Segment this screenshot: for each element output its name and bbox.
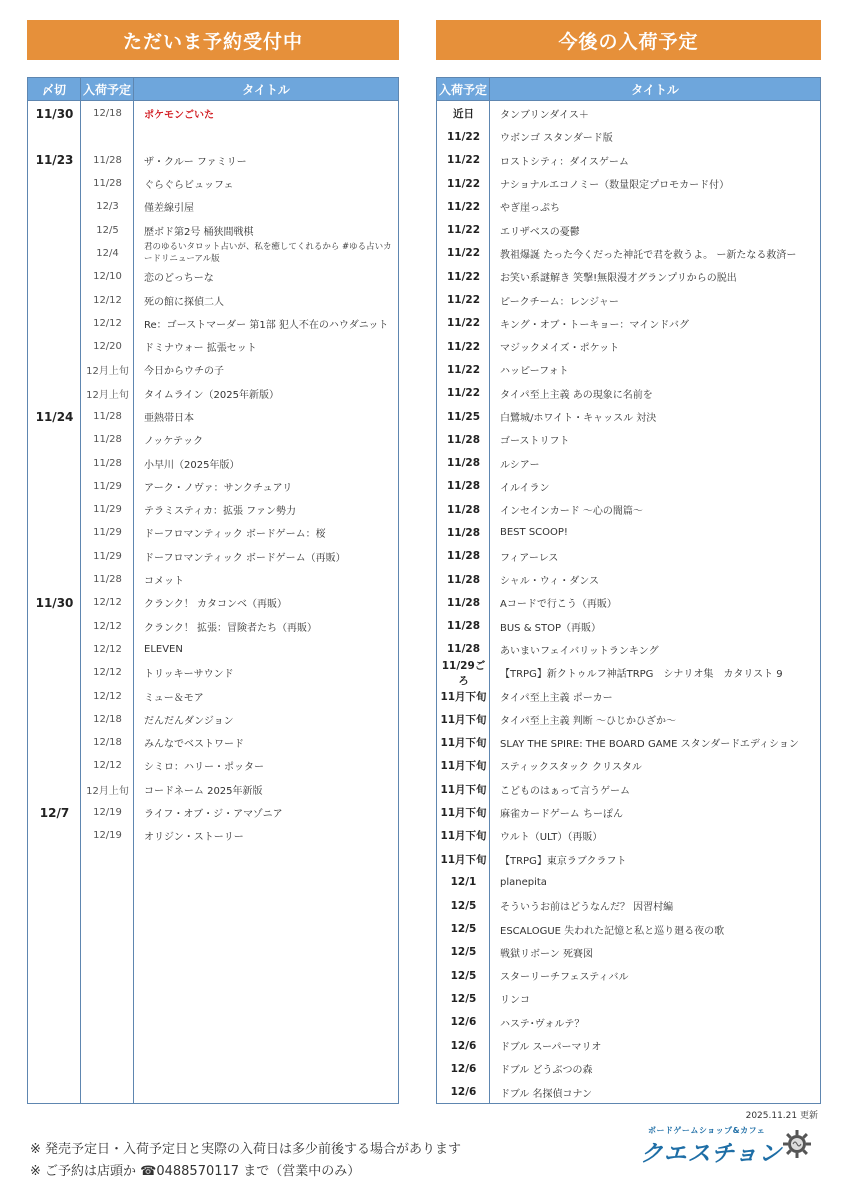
arrival-date: 11/28 (446, 526, 481, 539)
table-row (437, 288, 820, 311)
shop-logo (640, 1125, 830, 1165)
table-row (28, 288, 398, 311)
table-row (28, 125, 398, 148)
table-row (437, 545, 820, 568)
table-row (437, 149, 820, 172)
table-row (437, 218, 820, 241)
table-row (437, 1080, 820, 1103)
arrival-date: 12/6 (450, 1086, 477, 1099)
table-row (28, 615, 398, 638)
table-row (437, 1034, 820, 1057)
game-title: 歴ボド第2号 桶狭間戦棋 (144, 226, 254, 238)
arrival-date: 11/22 (446, 177, 481, 190)
game-title: ザ・クルー ファミリー (144, 156, 247, 168)
game-title: そういうお前はどうなんだ？ 因習村編 (500, 902, 674, 914)
table-row (28, 708, 398, 731)
arrival-date: 12/6 (450, 1016, 477, 1029)
table-row (28, 731, 398, 754)
arrival-date: 11/28 (93, 457, 122, 469)
arrival-date: 11/22 (446, 130, 481, 143)
deadline-date: 11/30 (35, 595, 74, 610)
table-row (28, 754, 398, 777)
arrival-date: 11月下旬 (440, 783, 487, 796)
arrival-date: 12/5 (450, 969, 477, 982)
game-title: コードネーム 2025年新版 (144, 785, 263, 797)
table-row (437, 731, 820, 754)
table-row (437, 1057, 820, 1080)
game-title: ノッケテック (144, 436, 204, 448)
arrival-date: 12/19 (93, 830, 122, 842)
arrival-date: 11/28 (446, 550, 481, 563)
arrival-date: 11/29 (93, 480, 122, 492)
table-row (28, 684, 398, 707)
game-title: トリッキーサウンド (144, 669, 234, 681)
table-row (437, 358, 820, 381)
table-row (437, 242, 820, 265)
arrival-rows (437, 102, 820, 1104)
arrival-date: 11/28 (93, 434, 122, 446)
deadline-date: 11/24 (35, 409, 74, 424)
game-title: ライフ・オブ・ジ・アマゾニア (144, 809, 283, 821)
arrival-date: 12月上旬 (86, 389, 129, 401)
table-header (28, 78, 398, 101)
arrival-date: 11/28 (446, 620, 481, 633)
header-arrival: 入荷予定 (81, 78, 134, 100)
table-row (437, 102, 820, 125)
game-title: クランク！ 拡張：冒険者たち（再販） (144, 622, 317, 634)
table-row (437, 428, 820, 451)
table-row (437, 778, 820, 801)
game-title: イルイラン (500, 482, 550, 494)
game-title: アーク・ノヴァ：サンクチュアリ (144, 482, 293, 494)
game-title: タイパ至上主義 判断 ～ひじかひざか～ (500, 715, 676, 727)
arrivals-table (436, 77, 821, 1104)
table-row (437, 754, 820, 777)
arrival-date: 11/22 (446, 247, 481, 260)
game-title: SLAY THE SPIRE: THE BOARD GAME スタンダードエディション (500, 739, 799, 751)
arrival-date: 12月上旬 (86, 785, 129, 797)
game-title: ゴーストリフト (500, 436, 570, 448)
arrival-date: 11/22 (446, 294, 481, 307)
arrival-date: 11月下旬 (440, 737, 487, 750)
game-title: ウボンゴ スタンダード版 (500, 133, 613, 145)
table-row (437, 941, 820, 964)
arrival-date: 11/22 (446, 200, 481, 213)
arrival-date: 12/12 (93, 317, 122, 329)
game-title: ESCALOGUE 失われた記憶と私と巡り廻る夜の歌 (500, 925, 725, 937)
game-title: 麻雀カードゲーム ちーぽん (500, 809, 623, 821)
game-title: ELEVEN (144, 643, 183, 655)
table-row (28, 778, 398, 801)
table-row (437, 638, 820, 661)
game-title: だんだんダンジョン (144, 715, 234, 727)
game-title: 亜熱帯日本 (144, 413, 194, 424)
header-title: タイトル (242, 82, 290, 97)
game-title: 僅差線引屋 (144, 203, 194, 215)
updated-date: 2025.11.21 更新 (745, 1111, 818, 1121)
table-row (437, 521, 820, 544)
game-title: タイパ至上主義 ポーカー (500, 692, 613, 704)
table-row (437, 591, 820, 614)
reservation-banner: ただいま予約受付中 (27, 20, 399, 60)
game-title: スターリーチフェスティバル (500, 972, 629, 984)
arrival-date: 11/28 (446, 596, 481, 609)
arrival-date: 11月下旬 (440, 830, 487, 843)
table-row (28, 102, 398, 125)
game-title: ドーフロマンティック ボードゲーム：桜 (144, 529, 326, 541)
arrival-date: 11/28 (446, 643, 481, 656)
arrival-date: 12/18 (93, 713, 122, 725)
arrival-date: 12/3 (96, 201, 119, 213)
table-row (437, 172, 820, 195)
arrival-date: 12/18 (93, 108, 122, 120)
table-row (28, 172, 398, 195)
arrival-date: 12/6 (450, 1039, 477, 1052)
arrival-date: 11/28 (446, 503, 481, 516)
game-title: あいまいフェイバリットランキング (500, 645, 659, 657)
arrival-date: 11/25 (446, 410, 481, 423)
arrival-date: 11/22 (446, 340, 481, 353)
table-row (28, 801, 398, 824)
game-title: みんなでベストワード (144, 739, 244, 751)
date-disclaimer-note: ※ 発売予定日・入荷予定日と実際の入荷日は多少前後する場合があります (30, 1142, 462, 1157)
game-title: ウルト（ULT）（再販） (500, 832, 603, 844)
game-title: スティックスタック クリスタル (500, 762, 642, 774)
header-deadline: 〆切 (28, 78, 81, 100)
table-row (28, 498, 398, 521)
reservation-table (27, 77, 399, 1104)
arrival-date: 近日 (453, 108, 474, 121)
table-header (437, 78, 820, 101)
arrival-date: 12/12 (93, 760, 122, 772)
arrival-date: 12/1 (450, 876, 477, 889)
game-title: マジックメイズ・ポケット (500, 343, 620, 355)
table-row (437, 312, 820, 335)
game-title: ハッピーフォト (500, 366, 569, 378)
table-row (437, 475, 820, 498)
table-row (437, 382, 820, 405)
game-title: 小早川（2025年版） (144, 459, 240, 471)
arrival-date: 12/5 (96, 224, 119, 236)
game-title: ポケモンごいた (144, 110, 214, 122)
table-row (437, 125, 820, 148)
arrival-date: 11/28 (93, 178, 122, 190)
game-title: ナショナルエコノミー（数量限定プロモカード付） (500, 180, 730, 192)
arrival-date: 12/12 (93, 667, 122, 679)
logo-subtitle: ボードゲームショップ&カフェ (648, 1126, 766, 1135)
arrival-date: 11/29 (93, 527, 122, 539)
game-title: ロストシティ：ダイスゲーム (500, 156, 629, 168)
game-title: タイムライン（2025年新版） (144, 389, 279, 401)
table-row (28, 242, 398, 265)
table-row (28, 428, 398, 451)
table-row (437, 964, 820, 987)
logo-name: クエスチョン (640, 1141, 783, 1167)
game-title: ドーフロマンティック ボードゲーム（再販） (144, 552, 346, 564)
arrival-date: 11/22 (446, 363, 481, 376)
game-title: こどものはぁって言うゲーム (500, 785, 630, 797)
game-title: エリザベスの憂鬱 (500, 226, 580, 238)
arrival-date: 11/29 (93, 550, 122, 562)
table-row (437, 195, 820, 218)
upcoming-arrivals-banner: 今後の入荷予定 (436, 20, 821, 60)
game-title: ハステ･ヴォルテ？ (500, 1018, 585, 1030)
game-title: planepita (500, 876, 547, 888)
arrival-date: 12/5 (450, 899, 477, 912)
game-title: ドブル 名探偵コナン (500, 1088, 592, 1100)
table-row (28, 545, 398, 568)
reservation-contact-note: ※ ご予約は店頭か ☎0488570117 まで（営業中のみ） (30, 1164, 361, 1179)
table-row (437, 871, 820, 894)
deadline-date: 11/23 (35, 153, 74, 168)
table-row (437, 568, 820, 591)
arrival-date: 11/28 (93, 411, 122, 422)
arrival-date: 11/22 (446, 154, 481, 167)
brain-gear-icon (782, 1129, 812, 1159)
game-title: テラミスティカ：拡張 ファン勢力 (144, 506, 296, 518)
game-title: キング・オブ・トーキョー：マインドバグ (500, 319, 689, 331)
table-row (28, 358, 398, 381)
table-row (437, 894, 820, 917)
game-title: Re：ゴーストマーダー 第1部 犯人不在のハウダニット (144, 319, 389, 331)
arrival-date: 11月下旬 (440, 807, 487, 820)
game-title: BEST SCOOP! (500, 527, 568, 539)
game-title: ドブル どうぶつの森 (500, 1065, 593, 1077)
game-title: 【TRPG】新クトゥルフ神話TRPG シナリオ集 カタリスト 9 (500, 669, 783, 681)
arrival-date: 12/10 (93, 271, 122, 283)
game-title: シミロ：ハリー・ポッター (144, 762, 264, 774)
game-title: 死の館に探偵二人 (144, 296, 224, 308)
arrival-date: 11/28 (93, 154, 122, 166)
game-title: オリジン・ストーリー (144, 832, 244, 844)
arrival-date: 11月下旬 (440, 690, 487, 703)
game-title: やぎ崖っぷち (500, 203, 560, 215)
reservation-rows (28, 102, 398, 848)
arrival-date: 12月上旬 (86, 366, 129, 378)
arrival-date: 11/22 (446, 387, 481, 400)
table-row (437, 708, 820, 731)
table-row (28, 521, 398, 544)
table-row (437, 405, 820, 428)
table-row (28, 218, 398, 241)
arrival-date: 12/12 (93, 294, 122, 306)
arrival-date: 12/18 (93, 737, 122, 749)
table-row (437, 824, 820, 847)
arrival-date: 11月下旬 (440, 853, 487, 866)
game-title: 今日からウチの子 (144, 366, 224, 378)
game-title: お笑い系謎解き 笑撃!無限漫才グランプリからの脱出 (500, 273, 737, 285)
table-row (28, 335, 398, 358)
game-title: フィアーレス (500, 552, 559, 564)
game-title: シャル・ウィ・ダンス (500, 576, 599, 588)
table-row (28, 405, 398, 428)
arrival-date: 11/22 (446, 317, 481, 330)
game-title: BUS & STOP（再販） (500, 622, 602, 634)
arrival-date: 11/22 (446, 270, 481, 283)
game-title: クランク！ カタコンベ（再販） (144, 599, 287, 611)
arrival-date: 12/5 (450, 923, 477, 936)
game-title: Aコードで行こう（再販） (500, 599, 617, 611)
game-title: タンブリンダイス＋ (500, 110, 589, 122)
game-title: 君のゆるいタロット占いが、私を癒してくれるから #ゆる占いカードリニューアル版 (144, 242, 392, 265)
game-title: ミュー＆モア (144, 692, 204, 704)
game-title: ドブル スーパーマリオ (500, 1042, 602, 1054)
arrival-date: 11月下旬 (440, 760, 487, 773)
arrival-date: 12/5 (450, 946, 477, 959)
table-row (28, 591, 398, 614)
arrival-date: 12/20 (93, 341, 122, 353)
game-title: タイパ至上主義 あの現象に名前を (500, 389, 653, 401)
table-row (437, 265, 820, 288)
table-row (437, 451, 820, 474)
game-title: コメット (144, 576, 184, 588)
header-arrival: 入荷予定 (437, 78, 490, 100)
table-row (437, 498, 820, 521)
table-row (437, 987, 820, 1010)
arrival-date: 11月下旬 (440, 713, 487, 726)
arrival-date: 11/28 (446, 573, 481, 586)
table-row (28, 638, 398, 661)
table-row (28, 149, 398, 172)
table-row (437, 335, 820, 358)
arrival-date: 11/29 (93, 504, 122, 516)
table-row (437, 615, 820, 638)
table-row (28, 195, 398, 218)
game-title: ぐらぐらビュッフェ (144, 180, 234, 192)
table-row (28, 265, 398, 288)
game-title: ドミナウォー 拡張セット (144, 343, 257, 355)
table-row (437, 684, 820, 707)
game-title: ピークチーム：レンジャー (500, 296, 619, 308)
arrival-date: 12/19 (93, 807, 122, 819)
game-title: 戦獄リボーン 死賽図 (500, 948, 593, 960)
table-row (28, 661, 398, 684)
table-row (437, 801, 820, 824)
arrival-date: 12/5 (450, 992, 477, 1005)
table-row (437, 848, 820, 871)
arrival-date: 11/28 (93, 574, 122, 586)
game-title: リンコ (500, 995, 530, 1007)
game-title: 白鷺城/ホワイト・キャッスル 対決 (500, 413, 657, 424)
game-title: インセインカード ～心の闇篇～ (500, 506, 643, 518)
game-title: 【TRPG】東京ラブクラフト (500, 855, 627, 867)
arrival-date: 12/6 (450, 1062, 477, 1075)
arrival-date: 11/28 (446, 480, 481, 493)
game-title: ルシアー (500, 459, 540, 471)
table-row (437, 659, 820, 687)
table-row (28, 312, 398, 335)
table-row (437, 1011, 820, 1034)
table-row (437, 917, 820, 940)
header-title: タイトル (631, 82, 679, 97)
arrival-date: 12/4 (96, 247, 119, 259)
arrival-date: 12/12 (93, 597, 122, 609)
arrival-date: 12/12 (93, 620, 122, 632)
arrival-date: 12/12 (93, 643, 122, 655)
arrival-date: 11/29ごろ (441, 659, 486, 687)
table-row (28, 475, 398, 498)
table-row (28, 451, 398, 474)
arrival-date: 11/22 (446, 224, 481, 237)
table-row (28, 568, 398, 591)
deadline-date: 12/7 (39, 805, 70, 820)
arrival-date: 11/28 (446, 457, 481, 470)
game-title: 教祖爆誕 たった今くだった神託で君を救うよ。 ー新たなる救済ー (500, 249, 797, 261)
table-row (28, 824, 398, 847)
game-title: 恋のどっちーな (144, 273, 214, 285)
table-row (28, 382, 398, 405)
deadline-date: 11/30 (35, 106, 74, 121)
arrival-date: 11/28 (446, 433, 481, 446)
arrival-date: 12/12 (93, 690, 122, 702)
